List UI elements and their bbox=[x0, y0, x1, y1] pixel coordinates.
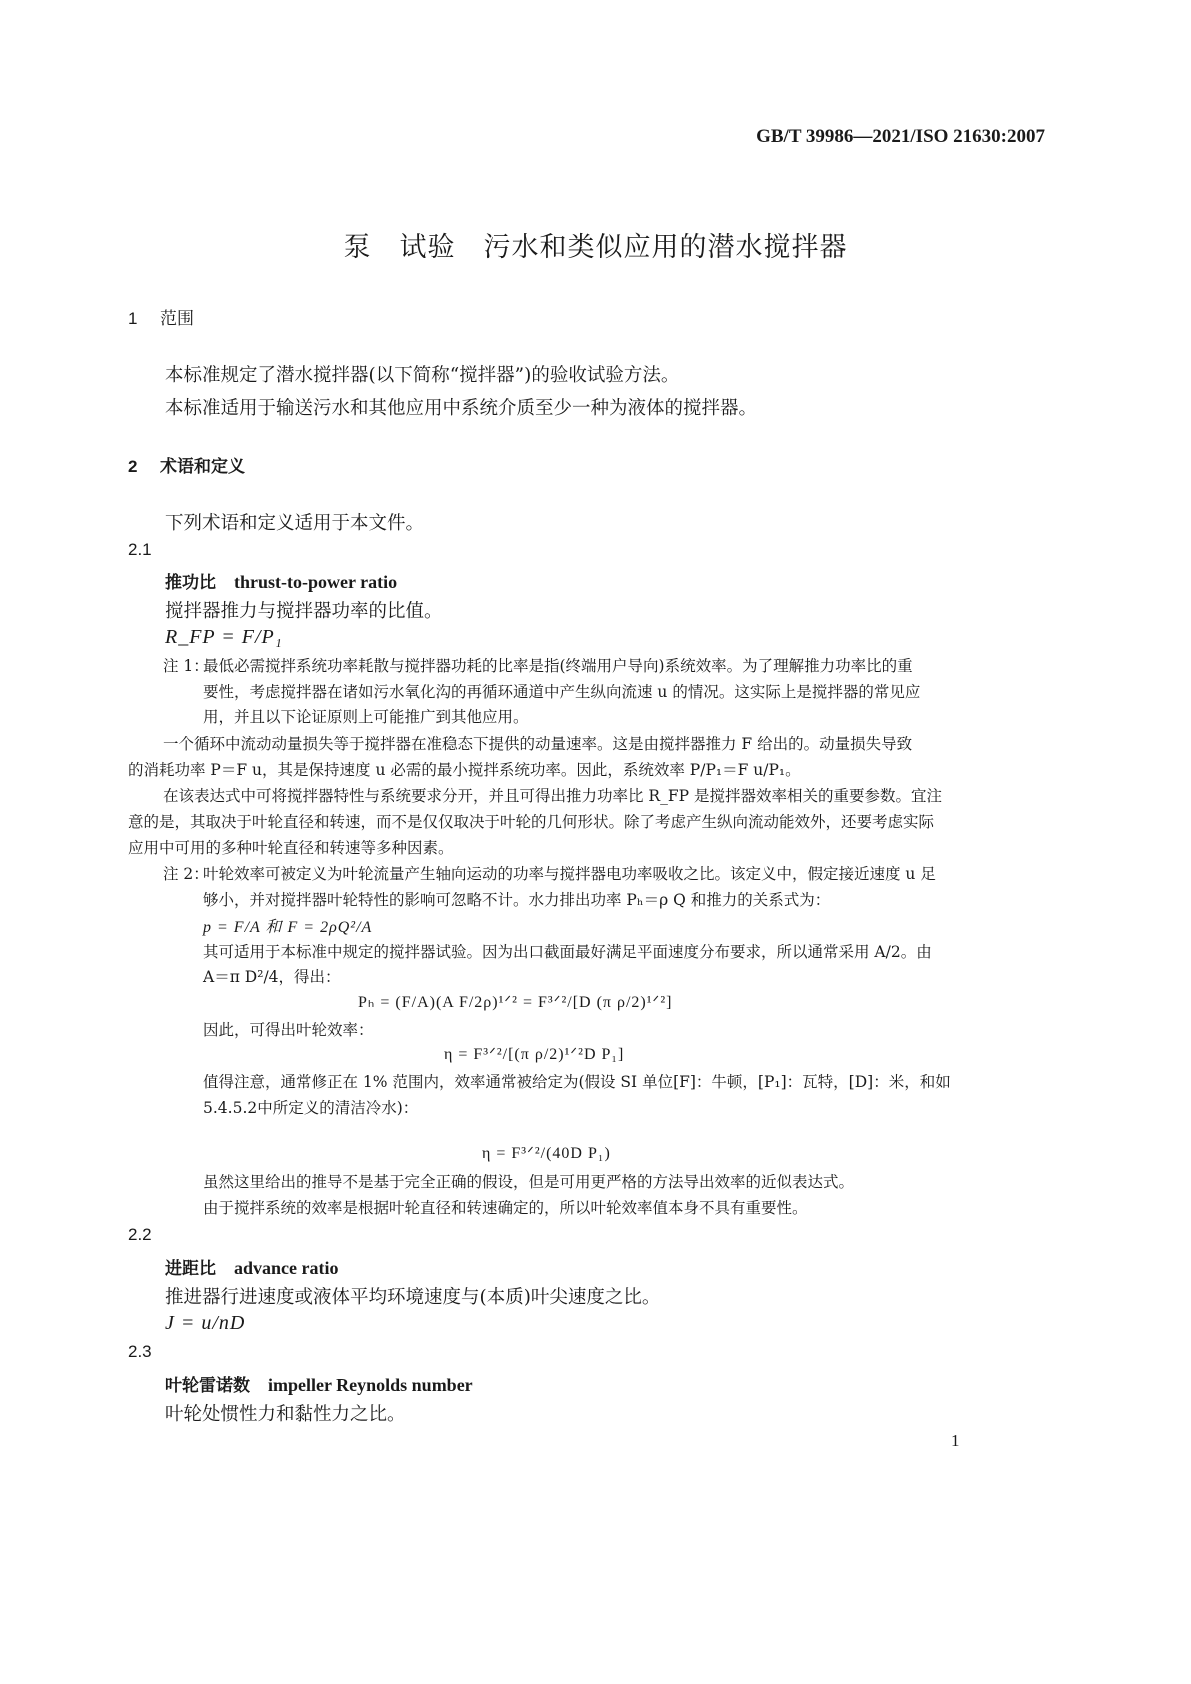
note-line: 要性，考虑搅拌器在诸如污水氧化沟的再循环通道中产生纵向流速 u 的情况。这实际上是搅拌器的常见应 bbox=[203, 683, 921, 701]
note-line: 5.4.5.2中所定义的清洁冷水)： bbox=[203, 1099, 419, 1117]
term-heading bbox=[165, 1254, 338, 1279]
note-line: A＝π D²/4，得出： bbox=[203, 968, 341, 986]
terms-intro: 下列术语和定义适用于本文件。 bbox=[165, 513, 425, 534]
note-label: 注 1： bbox=[163, 657, 209, 675]
term-en: impeller Reynolds number bbox=[268, 1375, 473, 1395]
note-formula: Pₕ = (F/A)(A F/2ρ)¹ᐟ² = F³ᐟ²/[D (π ρ/2)¹ᐟ²] bbox=[358, 994, 673, 1011]
scope-paragraph-1: 本标准规定了潜水搅拌器(以下简称“搅拌器”)的验收试验方法。 bbox=[165, 365, 680, 386]
note-line: 其可适用于本标准中规定的搅拌器试验。因为出口截面最好满足平面速度分布要求，所以通常采用 A/2。由 bbox=[203, 943, 932, 961]
note-formula: η = F³ᐟ²/[(π ρ/2)¹ᐟ²D P₁] bbox=[444, 1046, 625, 1063]
term-definition: 叶轮处惯性力和黏性力之比。 bbox=[165, 1404, 406, 1425]
term-number: 2.1 bbox=[128, 540, 152, 559]
term-formula: J = u/nD bbox=[165, 1312, 246, 1334]
term-heading bbox=[165, 568, 397, 593]
section-2-heading bbox=[128, 452, 245, 477]
section-title: 范围 bbox=[160, 309, 194, 329]
note-formula: η = F³ᐟ²/(40D P₁) bbox=[482, 1145, 611, 1162]
term-formula: R_FP = F/P₁ bbox=[165, 626, 283, 648]
paragraph-line: 一个循环中流动动量损失等于搅拌器在准稳态下提供的动量速率。这是由搅拌器推力 F 给出的。动量损失导致 bbox=[163, 735, 913, 753]
note-line: 最低必需搅拌系统功率耗散与搅拌器功耗的比率是指(终端用户导向)系统效率。为了理解推力功率比的重 bbox=[203, 657, 913, 675]
section-1-heading bbox=[128, 304, 194, 329]
page-number: 1 bbox=[951, 1431, 960, 1450]
note-line: 由于搅拌系统的效率是根据叶轮直径和转速确定的，所以叶轮效率值本身不具有重要性。 bbox=[203, 1199, 808, 1217]
term-definition: 搅拌器推力与搅拌器功率的比值。 bbox=[165, 601, 443, 622]
note-label: 注 2： bbox=[163, 865, 209, 883]
term-number: 2.3 bbox=[128, 1342, 152, 1361]
section-number: 1 bbox=[128, 309, 138, 328]
section-title: 术语和定义 bbox=[160, 457, 245, 477]
note-line: 用，并且以下论证原则上可能推广到其他应用。 bbox=[203, 708, 529, 726]
term-zh: 推功比 bbox=[165, 573, 216, 593]
note-line: 因此，可得出叶轮效率： bbox=[203, 1021, 374, 1039]
note-line: 叶轮效率可被定义为叶轮流量产生轴向运动的功率与搅拌器电功率吸收之比。该定义中，假定接近速度 u 足 bbox=[203, 865, 936, 883]
term-zh: 叶轮雷诺数 bbox=[165, 1376, 250, 1396]
term-zh: 进距比 bbox=[165, 1259, 216, 1279]
term-definition: 推进器行进速度或液体平均环境速度与(本质)叶尖速度之比。 bbox=[165, 1287, 661, 1308]
note-formula: p = F/A 和 F = 2ρQ²/A bbox=[203, 919, 373, 936]
paragraph-line: 的消耗功率 P＝F u，其是保持速度 u 必需的最小搅拌系统功率。因此，系统效率 P/P₁＝F u/P₁。 bbox=[128, 761, 801, 779]
note-line: 值得注意，通常修正在 1% 范围内，效率通常被给定为(假设 SI 单位[F]：牛顿，[P₁]：瓦特，[D]：米，和如 bbox=[203, 1073, 951, 1091]
paragraph-line: 意的是，其取决于叶轮直径和转速，而不是仅仅取决于叶轮的几何形状。除了考虑产生纵向流动能效外，还要考虑实际 bbox=[128, 813, 935, 831]
term-heading bbox=[165, 1371, 473, 1396]
paragraph-line: 应用中可用的多种叶轮直径和转速等多种因素。 bbox=[128, 839, 454, 857]
note-line: 虽然这里给出的推导不是基于完全正确的假设，但是可用更严格的方法导出效率的近似表达式。 bbox=[203, 1173, 855, 1191]
section-number: 2 bbox=[128, 457, 138, 476]
page-title: 泵 试验 污水和类似应用的潜水搅拌器 bbox=[343, 232, 848, 263]
term-number: 2.2 bbox=[128, 1225, 152, 1244]
term-en: advance ratio bbox=[234, 1258, 339, 1278]
term-en: thrust-to-power ratio bbox=[234, 572, 398, 592]
paragraph-line: 在该表达式中可将搅拌器特性与系统要求分开，并且可得出推力功率比 R_FP 是搅拌器效率相关的重要参数。宜注 bbox=[163, 787, 942, 805]
note-line: 够小，并对搅拌器叶轮特性的影响可忽略不计。水力排出功率 Pₕ＝ρ Q 和推力的关系式为： bbox=[203, 891, 831, 909]
scope-paragraph-2: 本标准适用于输送污水和其他应用中系统介质至少一种为液体的搅拌器。 bbox=[165, 398, 758, 419]
standard-code: GB/T 39986—2021/ISO 21630:2007 bbox=[756, 126, 1045, 147]
